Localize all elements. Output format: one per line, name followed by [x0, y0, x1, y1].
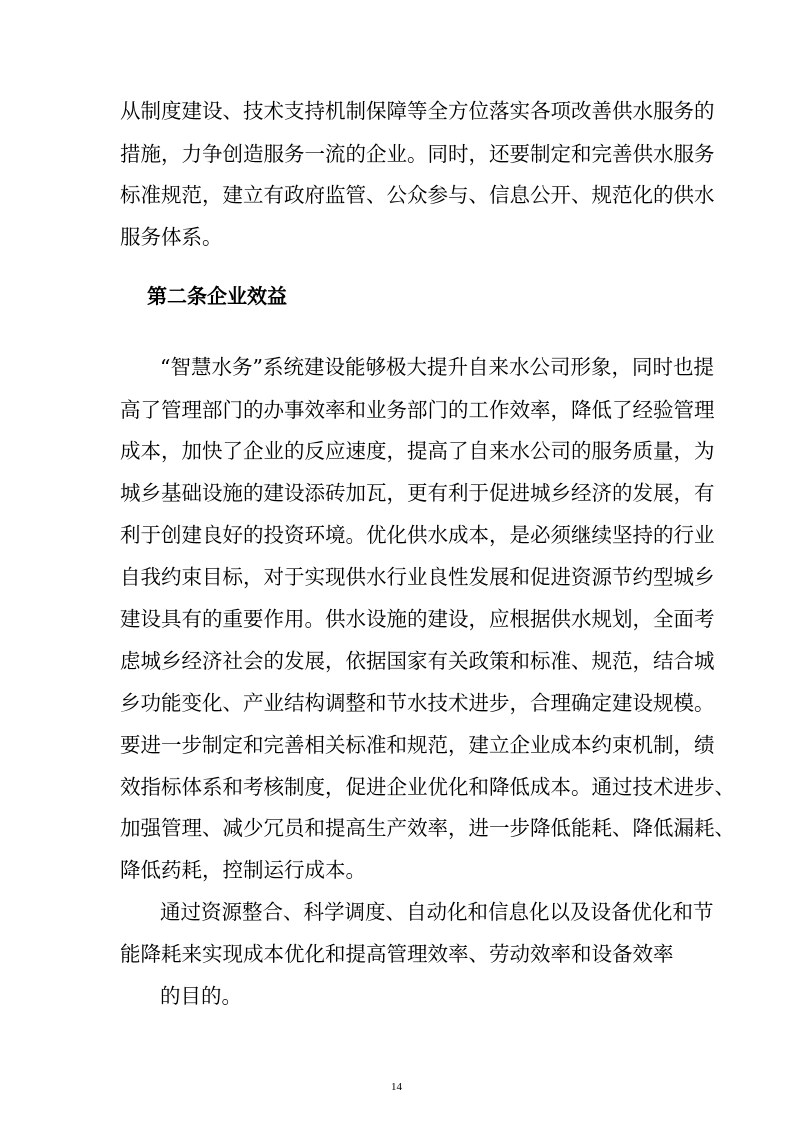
intro-line-2: 措施，力争创造服务一流的企业。同时，还要制定和完善供水服务: [120, 142, 715, 166]
closing-line-2: 能降耗来实现成本优化和提高管理效率、劳动效率和设备效率: [120, 942, 674, 966]
page-number: 14: [391, 1081, 402, 1093]
benefit-line-1: “智慧水务”系统建设能够极大提升自来水公司形象，同时也提: [160, 355, 714, 379]
intro-line-1: 从制度建设、技术支持机制保障等全方位落实各项改善供水服务的: [120, 99, 715, 123]
benefit-line-6: 自我约束目标，对于实现供水行业良性发展和促进资源节约型城乡: [120, 565, 715, 589]
closing-line-3: 的目的。: [160, 984, 242, 1008]
benefit-line-11: 效指标体系和考核制度，促进企业优化和降低成本。通过技术进步、: [120, 775, 735, 799]
benefit-line-7: 建设具有的重要作用。供水设施的建设，应根据供水规划，全面考: [120, 607, 715, 631]
benefit-line-4: 城乡基础设施的建设添砖加瓦，更有利于促进城乡经济的发展，有: [120, 481, 715, 505]
intro-line-4: 服务体系。: [120, 225, 223, 249]
benefit-line-13: 降低药耗，控制运行成本。: [120, 858, 366, 882]
closing-line-1: 通过资源整合、科学调度、自动化和信息化以及设备优化和节: [160, 900, 714, 924]
benefit-line-10: 要进一步制定和完善相关标准和规范，建立企业成本约束机制，绩: [120, 733, 715, 757]
intro-line-3: 标准规范，建立有政府监管、公众参与、信息公开、规范化的供水: [120, 183, 715, 207]
benefit-line-9: 乡功能变化、产业结构调整和节水技术进步，合理确定建设规模。: [120, 691, 715, 715]
benefit-line-2: 高了管理部门的办事效率和业务部门的工作效率，降低了经验管理: [120, 398, 715, 422]
section-heading: 第二条企业效益: [147, 284, 287, 308]
benefit-line-3: 成本，加快了企业的反应速度，提高了自来水公司的服务质量，为: [120, 439, 715, 463]
benefit-line-12: 加强管理、减少冗员和提高生产效率，进一步降低能耗、降低漏耗、: [120, 816, 735, 840]
benefit-line-8: 虑城乡经济社会的发展，依据国家有关政策和标准、规范，结合城: [120, 649, 715, 673]
benefit-line-5: 利于创建良好的投资环境。优化供水成本，是必须继续坚持的行业: [120, 523, 715, 547]
